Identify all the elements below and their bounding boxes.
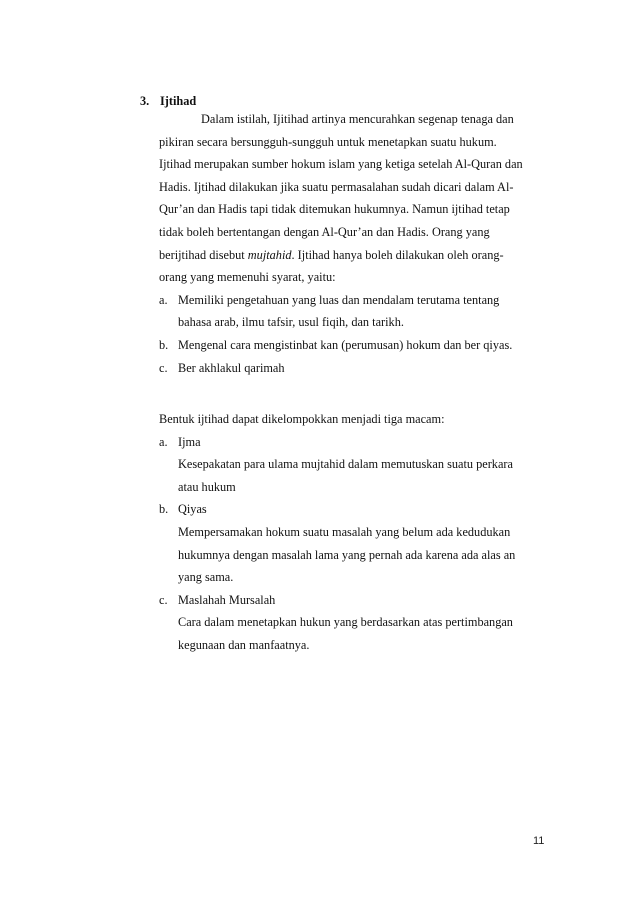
- paragraph-line: Dalam istilah, Ijitihad artinya mencurahkan segenap tenaga dan: [201, 112, 514, 126]
- list-marker: a.: [159, 292, 168, 307]
- list-item: [159, 431, 539, 454]
- list-marker: c.: [159, 592, 168, 607]
- page-number: 11: [533, 835, 545, 847]
- paragraph-line: Hadis. Ijtihad dilakukan jika suatu permasalahan sudah dicari dalam Al-: [159, 179, 514, 194]
- section-number: 3.: [140, 94, 150, 108]
- list-item: [159, 589, 539, 612]
- list-item: [159, 289, 539, 312]
- list-item-continuation: bahasa arab, ilmu tafsir, usul fiqih, dan tarikh.: [178, 315, 404, 330]
- form-description: Kesepakatan para ulama mujtahid dalam memutuskan suatu perkara: [178, 457, 513, 472]
- paragraph-line: pikiran secara bersungguh-sungguh untuk menetapkan suatu hukum.: [159, 134, 497, 149]
- text-run: berijtihad disebut: [159, 247, 248, 262]
- forms-intro: Bentuk ijtihad dapat dikelompokkan menjadi tiga macam:: [159, 412, 445, 426]
- paragraph-line: Ijtihad merupakan sumber hokum islam yang ketiga setelah Al-Quran dan: [159, 157, 523, 172]
- form-description: kegunaan dan manfaatnya.: [178, 637, 310, 652]
- list-item-text: Ber akhlakul qarimah: [178, 360, 285, 375]
- form-description: atau hukum: [178, 479, 236, 494]
- paragraph-line: orang yang memenuhi syarat, yaitu:: [159, 270, 336, 285]
- form-name: Qiyas: [178, 502, 207, 517]
- form-description: Cara dalam menetapkan hukun yang berdasarkan atas pertimbangan: [178, 615, 513, 630]
- list-item: [159, 357, 539, 380]
- list-item-text: Mengenal cara mengistinbat kan (perumusan) hokum dan ber qiyas.: [178, 337, 513, 352]
- list-item: [159, 334, 539, 357]
- list-item-text: Memiliki pengetahuan yang luas dan mendalam terutama tentang: [178, 292, 500, 307]
- paragraph-line: tidak boleh bertentangan dengan Al-Qur’an dan Hadis. Orang yang: [159, 224, 490, 239]
- form-description: hukumnya dengan masalah lama yang pernah ada karena ada alas an: [178, 547, 516, 562]
- text-run: . Ijtihad hanya boleh dilakukan oleh orang-: [291, 247, 504, 262]
- paragraph-forms: [159, 408, 539, 657]
- list-marker: a.: [159, 434, 168, 449]
- form-description: Mempersamakan hokum suatu masalah yang belum ada kedudukan: [178, 524, 511, 539]
- form-name: Maslahah Mursalah: [178, 592, 276, 607]
- list-marker: c.: [159, 360, 168, 375]
- form-name: Ijma: [178, 434, 201, 449]
- list-item: [159, 498, 539, 521]
- paragraph-line: [159, 244, 539, 267]
- paragraph-definition: [159, 108, 539, 379]
- list-marker: b.: [159, 337, 169, 352]
- list-marker: b.: [159, 502, 169, 517]
- requirements-list: [159, 289, 539, 379]
- form-description: yang sama.: [178, 570, 234, 585]
- paragraph-line: Qur’an dan Hadis tapi tidak ditemukan hukumnya. Namun ijtihad tetap: [159, 202, 510, 217]
- italic-term: mujtahid: [247, 247, 292, 262]
- section-title: Ijtihad: [160, 94, 197, 108]
